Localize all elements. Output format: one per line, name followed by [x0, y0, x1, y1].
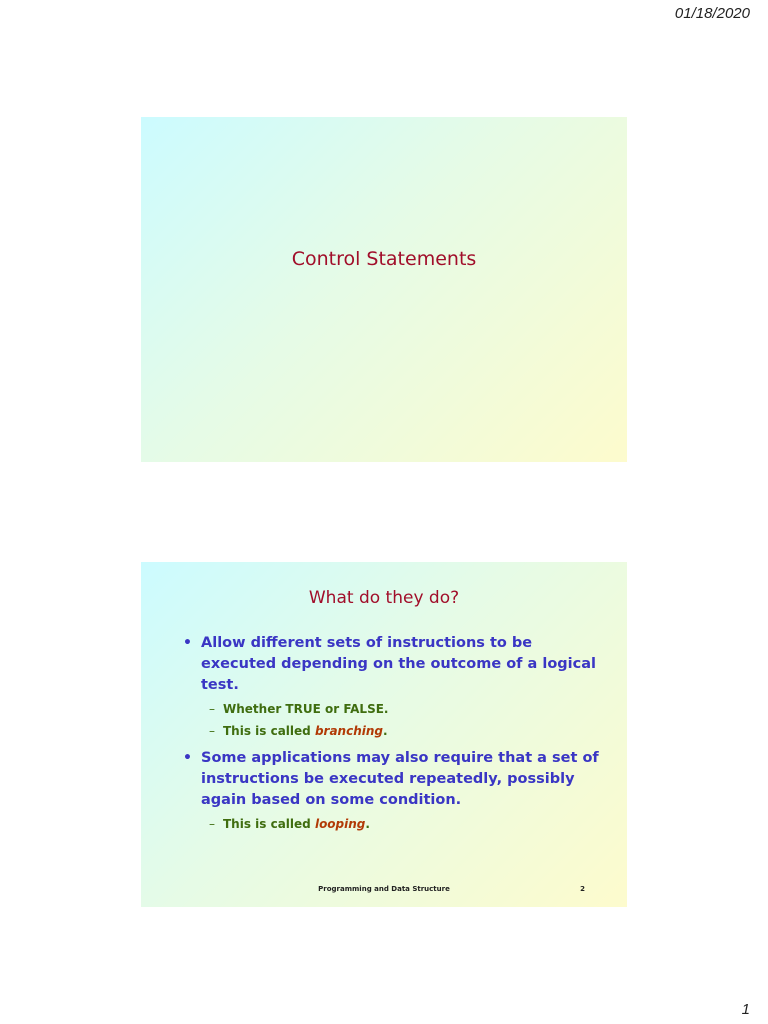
bullet-item [183, 633, 603, 742]
bullet-text: Some applications may also require that a set of instructions be executed repeatedly, possibly again based on some condition. [201, 750, 599, 808]
emphasis-text: looping [314, 817, 366, 831]
bullet-list [183, 633, 603, 841]
slide-2 [141, 562, 627, 907]
subbullet-list [201, 813, 603, 835]
dash-icon: – [209, 817, 215, 831]
slide-number: 2 [580, 885, 585, 893]
subbullet-list [201, 698, 603, 742]
bullet-item [183, 748, 603, 835]
slide-1 [141, 117, 627, 462]
subbullet-text: Whether TRUE or FALSE. [223, 702, 389, 716]
slide-title: Control Statements [291, 248, 477, 270]
subbullet-item [209, 698, 603, 720]
bullet-dot-icon: • [183, 635, 192, 651]
dash-icon: – [209, 702, 215, 716]
subbullet-suffix: . [365, 817, 370, 831]
subbullet-suffix: . [383, 724, 388, 738]
page-number: 1 [741, 1001, 750, 1018]
emphasis-text: branching [314, 724, 384, 738]
slide-title: What do they do? [308, 588, 460, 608]
subbullet-item [209, 720, 603, 742]
bullet-text: Allow different sets of instructions to be executed depending on the outcome of a logical test. [201, 635, 596, 693]
subbullet-text: This is called [223, 817, 315, 831]
subbullet-item [209, 813, 603, 835]
subbullet-text: This is called [223, 724, 315, 738]
slide-footer: Programming and Data Structure [318, 885, 450, 893]
print-date: 01/18/2020 [674, 5, 750, 22]
dash-icon: – [209, 724, 215, 738]
bullet-dot-icon: • [183, 750, 192, 766]
